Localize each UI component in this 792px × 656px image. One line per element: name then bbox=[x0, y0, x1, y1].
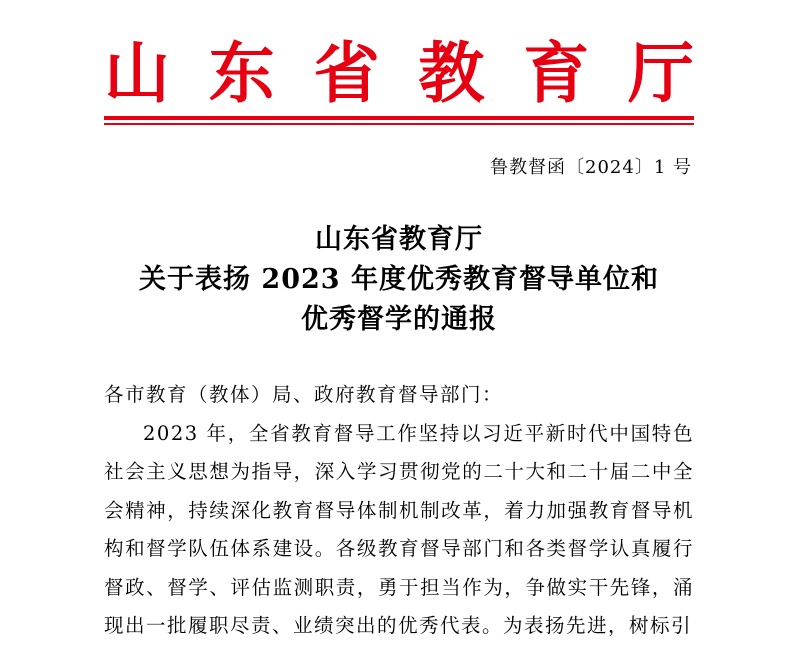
masthead-char: 省 bbox=[313, 34, 380, 112]
salutation: 各市教育（教体）局、政府教育督导部门： bbox=[104, 383, 504, 406]
masthead-char: 东 bbox=[208, 34, 275, 112]
masthead-char: 厅 bbox=[627, 34, 694, 112]
red-divider-thick bbox=[104, 116, 694, 120]
document-title bbox=[104, 220, 694, 340]
masthead-title bbox=[104, 34, 694, 112]
masthead-char: 教 bbox=[418, 34, 485, 112]
masthead-char: 山 bbox=[104, 34, 170, 112]
title-line-2: 关于表扬 2023 年度优秀教育督导单位和 bbox=[139, 264, 659, 295]
masthead-char: 育 bbox=[523, 34, 590, 112]
red-divider-thin bbox=[104, 123, 694, 125]
title-line-1: 山东省教育厅 bbox=[315, 224, 483, 255]
title-line-3: 优秀督学的通报 bbox=[301, 304, 497, 335]
document-number: 鲁教督函〔2024〕1 号 bbox=[490, 157, 692, 178]
document-body bbox=[104, 376, 694, 646]
body-paragraph: 2023 年，全省教育督导工作坚持以习近平新时代中国特色社会主义思想为指导，深入学习贯彻党的二十大和二十届二中全会精神，持续深化教育督导体制机制改革，着力加强教育督导机构和督学队伍体系建设。各级教育督导部门和各类督学认真履行督政、督学、评估监测职责，勇于担当作为，争做实干先锋，涌现出一批履职尽责、业绩突出的优秀代表。为表扬先进，树标引 bbox=[104, 421, 694, 637]
